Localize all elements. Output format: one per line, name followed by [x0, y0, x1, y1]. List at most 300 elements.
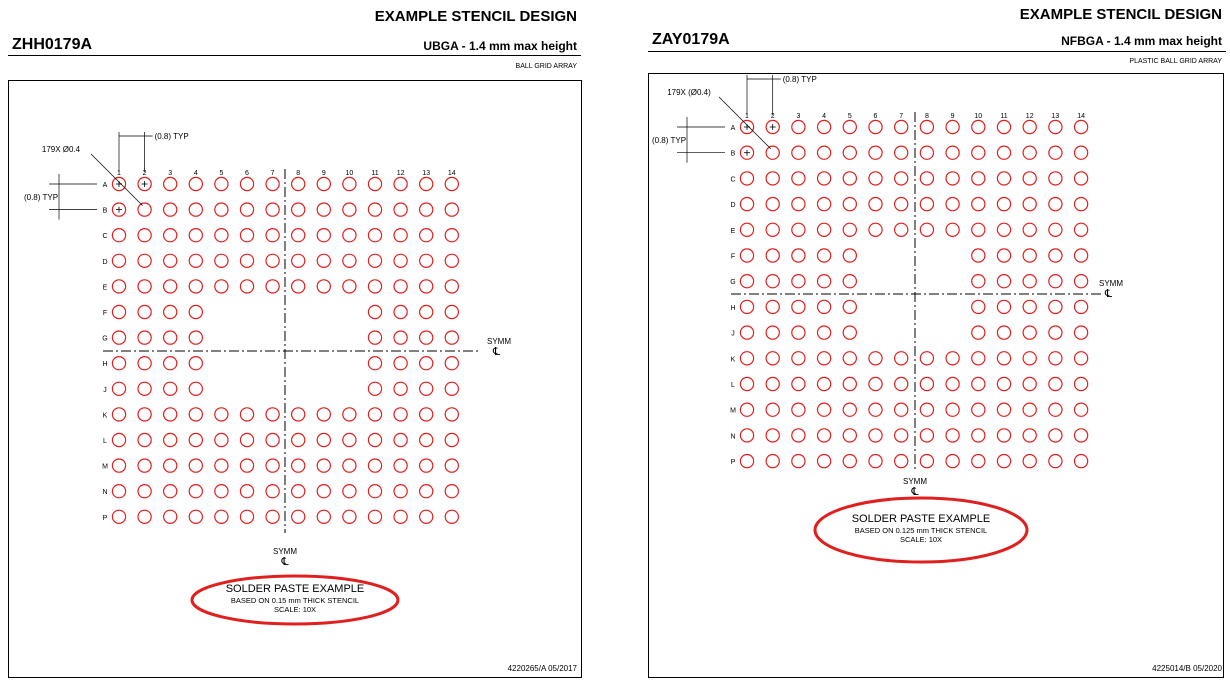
pad-D6 [869, 198, 882, 211]
pad-N8 [292, 485, 305, 498]
row-label-N: N [730, 433, 736, 441]
pad-L6 [240, 433, 253, 446]
pad-H1 [740, 300, 753, 313]
pad-M12 [394, 459, 407, 472]
pad-M1 [112, 459, 125, 472]
column-label-9: 9 [321, 170, 326, 177]
pad-J4 [189, 382, 202, 395]
pad-P1 [740, 455, 753, 468]
title-rule [648, 51, 1226, 52]
pad-M2 [766, 403, 779, 416]
pad-M6 [240, 459, 253, 472]
row-label-E: E [730, 227, 736, 235]
pad-L10 [343, 433, 356, 446]
pad-A4 [189, 177, 202, 190]
row-label-N: N [102, 489, 108, 497]
pad-J12 [1023, 326, 1036, 339]
pad-B11 [997, 146, 1010, 159]
pad-B4 [818, 146, 831, 159]
row-label-F: F [730, 253, 736, 261]
pad-E6 [869, 223, 882, 236]
row-label-B: B [102, 207, 108, 215]
pad-E8 [920, 223, 933, 236]
stencil-drawing [9, 81, 583, 679]
grid-labels [102, 170, 456, 522]
pad-G10 [972, 275, 985, 288]
row-label-G: G [730, 279, 736, 287]
pad-K4 [818, 352, 831, 365]
column-label-10: 10 [345, 170, 354, 177]
pad-P6 [869, 455, 882, 468]
pad-N6 [240, 485, 253, 498]
callout-leader [91, 154, 143, 206]
pad-D13 [1049, 198, 1062, 211]
pad-P1 [112, 510, 125, 523]
pad-K5 [215, 408, 228, 421]
pad-G12 [394, 331, 407, 344]
pad-C5 [843, 172, 856, 185]
pad-H2 [138, 357, 151, 370]
pad-N6 [869, 429, 882, 442]
pad-B14 [445, 203, 458, 216]
pad-K9 [946, 352, 959, 365]
pad-F14 [445, 305, 458, 318]
pad-C3 [792, 172, 805, 185]
pad-A7 [895, 120, 908, 133]
column-label-12: 12 [1025, 113, 1034, 120]
row-label-M: M [730, 407, 736, 415]
pad-D11 [997, 198, 1010, 211]
pad-G14 [1075, 275, 1088, 288]
pad-K8 [292, 408, 305, 421]
pad-J11 [368, 382, 381, 395]
pad-N5 [843, 429, 856, 442]
pad-L5 [843, 377, 856, 390]
pad-B7 [895, 146, 908, 159]
pad-E13 [1049, 223, 1062, 236]
pad-L1 [740, 377, 753, 390]
pad-E12 [394, 280, 407, 293]
pad-F13 [420, 305, 433, 318]
note-title: SOLDER PASTE EXAMPLE [851, 513, 991, 525]
pad-G14 [445, 331, 458, 344]
pad-L6 [869, 377, 882, 390]
pad-B9 [946, 146, 959, 159]
pad-J1 [112, 382, 125, 395]
pad-B2 [766, 146, 779, 159]
pad-A14 [445, 177, 458, 190]
pad-J14 [1075, 326, 1088, 339]
pad-P9 [317, 510, 330, 523]
pad-D10 [343, 254, 356, 267]
pad-K9 [317, 408, 330, 421]
pad-E7 [266, 280, 279, 293]
pad-D1 [112, 254, 125, 267]
pad-A12 [1023, 120, 1036, 133]
pad-M4 [189, 459, 202, 472]
pad-C8 [920, 172, 933, 185]
pad-F2 [766, 249, 779, 262]
pad-H3 [164, 357, 177, 370]
pad-G4 [189, 331, 202, 344]
row-label-P: P [102, 514, 108, 522]
pad-L9 [317, 433, 330, 446]
pad-M1 [740, 403, 753, 416]
drawing-frame [648, 73, 1224, 678]
pad-A5 [843, 120, 856, 133]
pad-D7 [266, 254, 279, 267]
pad-J2 [138, 382, 151, 395]
pad-N4 [818, 429, 831, 442]
pad-M9 [317, 459, 330, 472]
pad-B6 [869, 146, 882, 159]
row-label-L: L [731, 382, 735, 389]
pad-J4 [818, 326, 831, 339]
row-label-C: C [730, 176, 736, 184]
pad-C2 [766, 172, 779, 185]
pad-F3 [792, 249, 805, 262]
pad-K3 [164, 408, 177, 421]
pad-B10 [972, 146, 985, 159]
pad-H14 [445, 357, 458, 370]
pad-B6 [240, 203, 253, 216]
pad-G1 [112, 331, 125, 344]
pad-D9 [946, 198, 959, 211]
row-label-J: J [731, 330, 735, 338]
pad-K13 [420, 408, 433, 421]
pad-D7 [895, 198, 908, 211]
pad-P5 [215, 510, 228, 523]
pad-H11 [997, 300, 1010, 313]
pad-L12 [1023, 377, 1036, 390]
pad-A10 [343, 177, 356, 190]
pad-K11 [997, 352, 1010, 365]
row-label-D: D [102, 258, 108, 266]
pad-N9 [946, 429, 959, 442]
package-id: ZHH0179A [12, 36, 93, 53]
column-label-7: 7 [899, 113, 904, 120]
solder-paste-note [192, 576, 398, 624]
pad-G12 [1023, 275, 1036, 288]
pad-M7 [895, 403, 908, 416]
pad-L5 [215, 433, 228, 446]
pad-K6 [240, 408, 253, 421]
pad-C4 [818, 172, 831, 185]
pad-H5 [843, 300, 856, 313]
pad-H12 [394, 357, 407, 370]
pad-L4 [818, 377, 831, 390]
pad-G1 [740, 275, 753, 288]
pad-M10 [972, 403, 985, 416]
column-label-8: 8 [296, 170, 301, 177]
pad-M11 [368, 459, 381, 472]
row-label-E: E [102, 284, 108, 292]
pad-K7 [266, 408, 279, 421]
pad-L3 [164, 433, 177, 446]
pad-D9 [317, 254, 330, 267]
pad-K12 [394, 408, 407, 421]
pad-D4 [189, 254, 202, 267]
symm-label-bottom: SYMM [273, 547, 297, 556]
pad-B8 [292, 203, 305, 216]
pad-H13 [1049, 300, 1062, 313]
row-label-D: D [730, 202, 736, 210]
centerline-symbol-bottom: ℄ [281, 556, 289, 568]
pad-K7 [895, 352, 908, 365]
pad-D8 [920, 198, 933, 211]
column-label-6: 6 [245, 170, 249, 177]
pad-N3 [164, 485, 177, 498]
drawing-sheet-left [0, 0, 585, 684]
pad-E14 [445, 280, 458, 293]
pad-E4 [818, 223, 831, 236]
pad-F11 [368, 305, 381, 318]
pad-K10 [972, 352, 985, 365]
stencil-drawing [649, 74, 1225, 679]
pad-F10 [972, 249, 985, 262]
drawing-frame [8, 80, 582, 678]
pad-L8 [920, 377, 933, 390]
pad-L7 [895, 377, 908, 390]
pad-B10 [343, 203, 356, 216]
pad-D5 [843, 198, 856, 211]
row-label-K: K [102, 412, 108, 420]
title-rule [8, 55, 581, 56]
pad-L12 [394, 433, 407, 446]
pad-D6 [240, 254, 253, 267]
pad-F12 [394, 305, 407, 318]
pad-A12 [394, 177, 407, 190]
pad-D2 [766, 198, 779, 211]
pad-P12 [394, 510, 407, 523]
column-label-13: 13 [1051, 113, 1060, 120]
pad-P4 [189, 510, 202, 523]
pad-N12 [1023, 429, 1036, 442]
pad-H4 [189, 357, 202, 370]
pad-C9 [946, 172, 959, 185]
pad-P8 [292, 510, 305, 523]
pad-M5 [843, 403, 856, 416]
pad-P8 [920, 455, 933, 468]
pad-P11 [368, 510, 381, 523]
pad-F3 [164, 305, 177, 318]
pad-N4 [189, 485, 202, 498]
pad-P9 [946, 455, 959, 468]
pad-K2 [766, 352, 779, 365]
pad-A3 [164, 177, 177, 190]
pad-E5 [215, 280, 228, 293]
centerline-symbol-right: ℄ [493, 346, 501, 358]
column-label-6: 6 [873, 113, 878, 120]
pad-C1 [112, 229, 125, 242]
pad-E1 [740, 223, 753, 236]
pad-C9 [317, 229, 330, 242]
pad-N2 [766, 429, 779, 442]
pad-B12 [1023, 146, 1036, 159]
package-type: UBGA - 1.4 mm max height [423, 39, 577, 53]
pad-K3 [792, 352, 805, 365]
row-label-H: H [102, 361, 108, 369]
doc-number: 4225014/B 05/2020 [1152, 664, 1222, 673]
pad-M3 [792, 403, 805, 416]
column-label-2: 2 [770, 113, 775, 120]
pad-L14 [1075, 377, 1088, 390]
pad-A13 [1049, 120, 1062, 133]
pad-N10 [343, 485, 356, 498]
pad-N7 [895, 429, 908, 442]
pad-F14 [1075, 249, 1088, 262]
pad-F4 [818, 249, 831, 262]
pad-J12 [394, 382, 407, 395]
pad-J1 [740, 326, 753, 339]
pad-D8 [292, 254, 305, 267]
pad-H2 [766, 300, 779, 313]
pad-G4 [818, 275, 831, 288]
row-label-A: A [730, 125, 736, 132]
pad-D14 [1075, 198, 1088, 211]
pad-B11 [368, 203, 381, 216]
pad-M7 [266, 459, 279, 472]
package-type: NFBGA - 1.4 mm max height [1061, 34, 1222, 48]
pad-K12 [1023, 352, 1036, 365]
pad-N8 [920, 429, 933, 442]
pad-D12 [394, 254, 407, 267]
pad-M13 [1049, 403, 1062, 416]
pad-K14 [1075, 352, 1088, 365]
pad-P5 [843, 455, 856, 468]
pad-P10 [343, 510, 356, 523]
pad-N13 [420, 485, 433, 498]
pad-K11 [368, 408, 381, 421]
pad-N14 [1075, 429, 1088, 442]
pad-M4 [818, 403, 831, 416]
pad-G11 [368, 331, 381, 344]
pad-F2 [138, 305, 151, 318]
pad-G13 [420, 331, 433, 344]
pad-P6 [240, 510, 253, 523]
pad-B13 [420, 203, 433, 216]
pad-L1 [112, 433, 125, 446]
pad-E9 [317, 280, 330, 293]
pad-N11 [368, 485, 381, 498]
pad-L8 [292, 433, 305, 446]
pad-L13 [1049, 377, 1062, 390]
note-title: SOLDER PASTE EXAMPLE [225, 583, 365, 595]
column-label-4: 4 [822, 113, 827, 120]
pad-G5 [843, 275, 856, 288]
column-label-4: 4 [193, 170, 198, 177]
pad-H14 [1075, 300, 1088, 313]
pad-D3 [164, 254, 177, 267]
pad-N9 [317, 485, 330, 498]
pad-J3 [164, 382, 177, 395]
column-label-3: 3 [796, 113, 801, 120]
note-line-1: BASED ON 0.125 mm THICK STENCIL [854, 526, 988, 535]
pad-G3 [792, 275, 805, 288]
centerline-symbol-bottom: ℄ [911, 486, 919, 498]
pad-M13 [420, 459, 433, 472]
pad-E14 [1075, 223, 1088, 236]
pad-N3 [792, 429, 805, 442]
row-label-J: J [103, 386, 107, 394]
package-subtitle: PLASTIC BALL GRID ARRAY [1129, 58, 1222, 65]
pad-L2 [766, 377, 779, 390]
pad-D11 [368, 254, 381, 267]
row-label-L: L [103, 438, 107, 445]
symm-label-right: SYMM [487, 337, 511, 346]
pad-P13 [1049, 455, 1062, 468]
pad-A4 [818, 120, 831, 133]
pad-C1 [740, 172, 753, 185]
pad-K6 [869, 352, 882, 365]
pad-M6 [869, 403, 882, 416]
pad-E3 [792, 223, 805, 236]
pad-M8 [920, 403, 933, 416]
pad-M3 [164, 459, 177, 472]
pad-G13 [1049, 275, 1062, 288]
pad-C10 [343, 229, 356, 242]
pad-P11 [997, 455, 1010, 468]
column-label-5: 5 [219, 170, 224, 177]
pad-A7 [266, 177, 279, 190]
pad-K10 [343, 408, 356, 421]
pad-E1 [112, 280, 125, 293]
pad-H1 [112, 357, 125, 370]
pad-E13 [420, 280, 433, 293]
pad-C10 [972, 172, 985, 185]
pad-C6 [240, 229, 253, 242]
column-label-13: 13 [422, 170, 431, 177]
pad-K4 [189, 408, 202, 421]
pad-F11 [997, 249, 1010, 262]
pitch-dimension-label-vertical: (0.8) TYP [23, 192, 59, 202]
pad-C2 [138, 229, 151, 242]
pad-L13 [420, 433, 433, 446]
pad-K1 [740, 352, 753, 365]
pad-B3 [164, 203, 177, 216]
pad-B12 [394, 203, 407, 216]
pad-E2 [766, 223, 779, 236]
note-line-2: SCALE: 10X [273, 605, 317, 614]
pad-D4 [818, 198, 831, 211]
column-label-7: 7 [270, 170, 275, 177]
pad-K1 [112, 408, 125, 421]
pad-G11 [997, 275, 1010, 288]
pad-H13 [420, 357, 433, 370]
column-label-9: 9 [950, 113, 955, 120]
pad-J14 [445, 382, 458, 395]
column-label-10: 10 [974, 113, 983, 120]
pad-E6 [240, 280, 253, 293]
row-label-A: A [102, 182, 108, 189]
pad-J3 [792, 326, 805, 339]
pad-E2 [138, 280, 151, 293]
pad-A5 [215, 177, 228, 190]
pad-B2 [138, 203, 151, 216]
column-label-11: 11 [371, 170, 379, 177]
pad-H10 [972, 300, 985, 313]
doc-title: EXAMPLE STENCIL DESIGN [374, 8, 577, 25]
pad-J5 [843, 326, 856, 339]
pad-J13 [1049, 326, 1062, 339]
pad-L11 [997, 377, 1010, 390]
pad-A11 [368, 177, 381, 190]
pad-G3 [164, 331, 177, 344]
pad-F12 [1023, 249, 1036, 262]
pitch-dimension-label: (0.8) TYP [154, 132, 189, 141]
pad-K14 [445, 408, 458, 421]
pad-A6 [240, 177, 253, 190]
